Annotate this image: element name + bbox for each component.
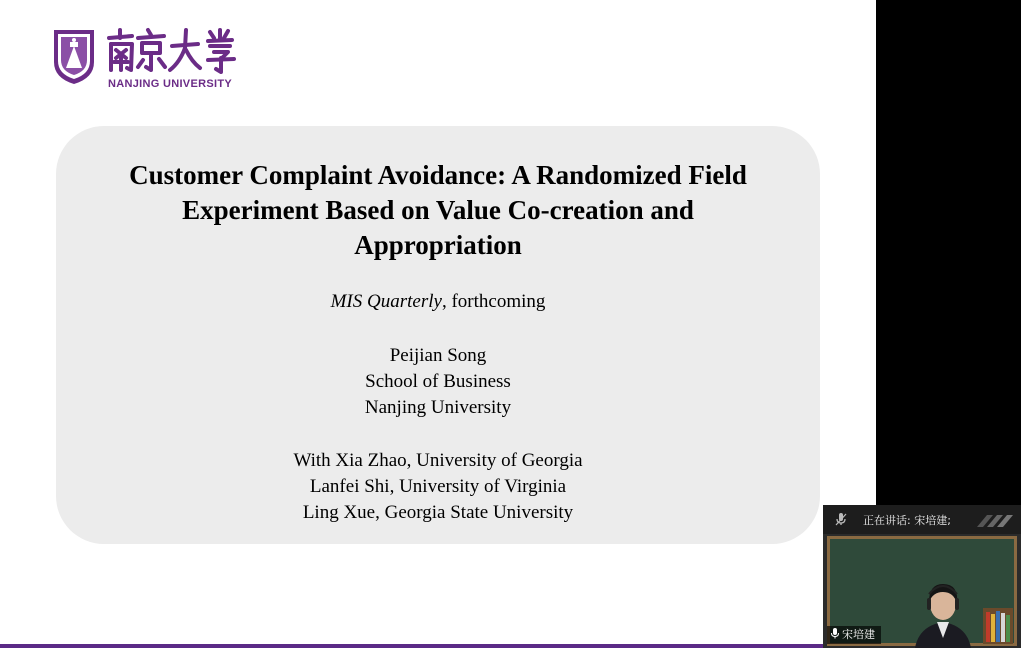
coauthor-line: Lanfei Shi, University of Virginia xyxy=(309,476,567,497)
slide-bottom-bar xyxy=(0,644,876,648)
journal-line xyxy=(56,291,820,313)
speaking-mic-icon xyxy=(833,511,849,527)
drag-handle-icon[interactable] xyxy=(975,511,1015,529)
author-name: Peijian Song xyxy=(389,345,487,366)
title-line-2: Experiment Based on Value Co-creation and xyxy=(182,195,694,225)
university-name-english: NANJING UNIVERSITY xyxy=(108,78,232,90)
slide-title xyxy=(56,158,820,263)
participant-video-tile[interactable] xyxy=(823,534,1021,648)
journal-status: , forthcoming xyxy=(441,291,546,312)
journal-name: MIS Quarterly xyxy=(330,291,442,312)
author-university: Nanjing University xyxy=(364,397,512,418)
participant-mic-icon xyxy=(831,627,839,638)
coauthor-line: Ling Xue, Georgia State University xyxy=(302,502,574,523)
title-card xyxy=(56,126,820,544)
participant-name: 宋培建 xyxy=(842,628,875,641)
author-school: School of Business xyxy=(365,371,511,392)
coauthor-line: With Xia Zhao, University of Georgia xyxy=(293,450,583,471)
participant-name-tag xyxy=(827,626,881,644)
title-line-1: Customer Complaint Avoidance: A Randomized Field xyxy=(129,160,747,190)
speaking-indicator-bar xyxy=(823,505,1021,534)
speaking-label: 正在讲话: 宋培建; xyxy=(863,514,951,527)
title-line-3: Appropriation xyxy=(354,230,522,260)
